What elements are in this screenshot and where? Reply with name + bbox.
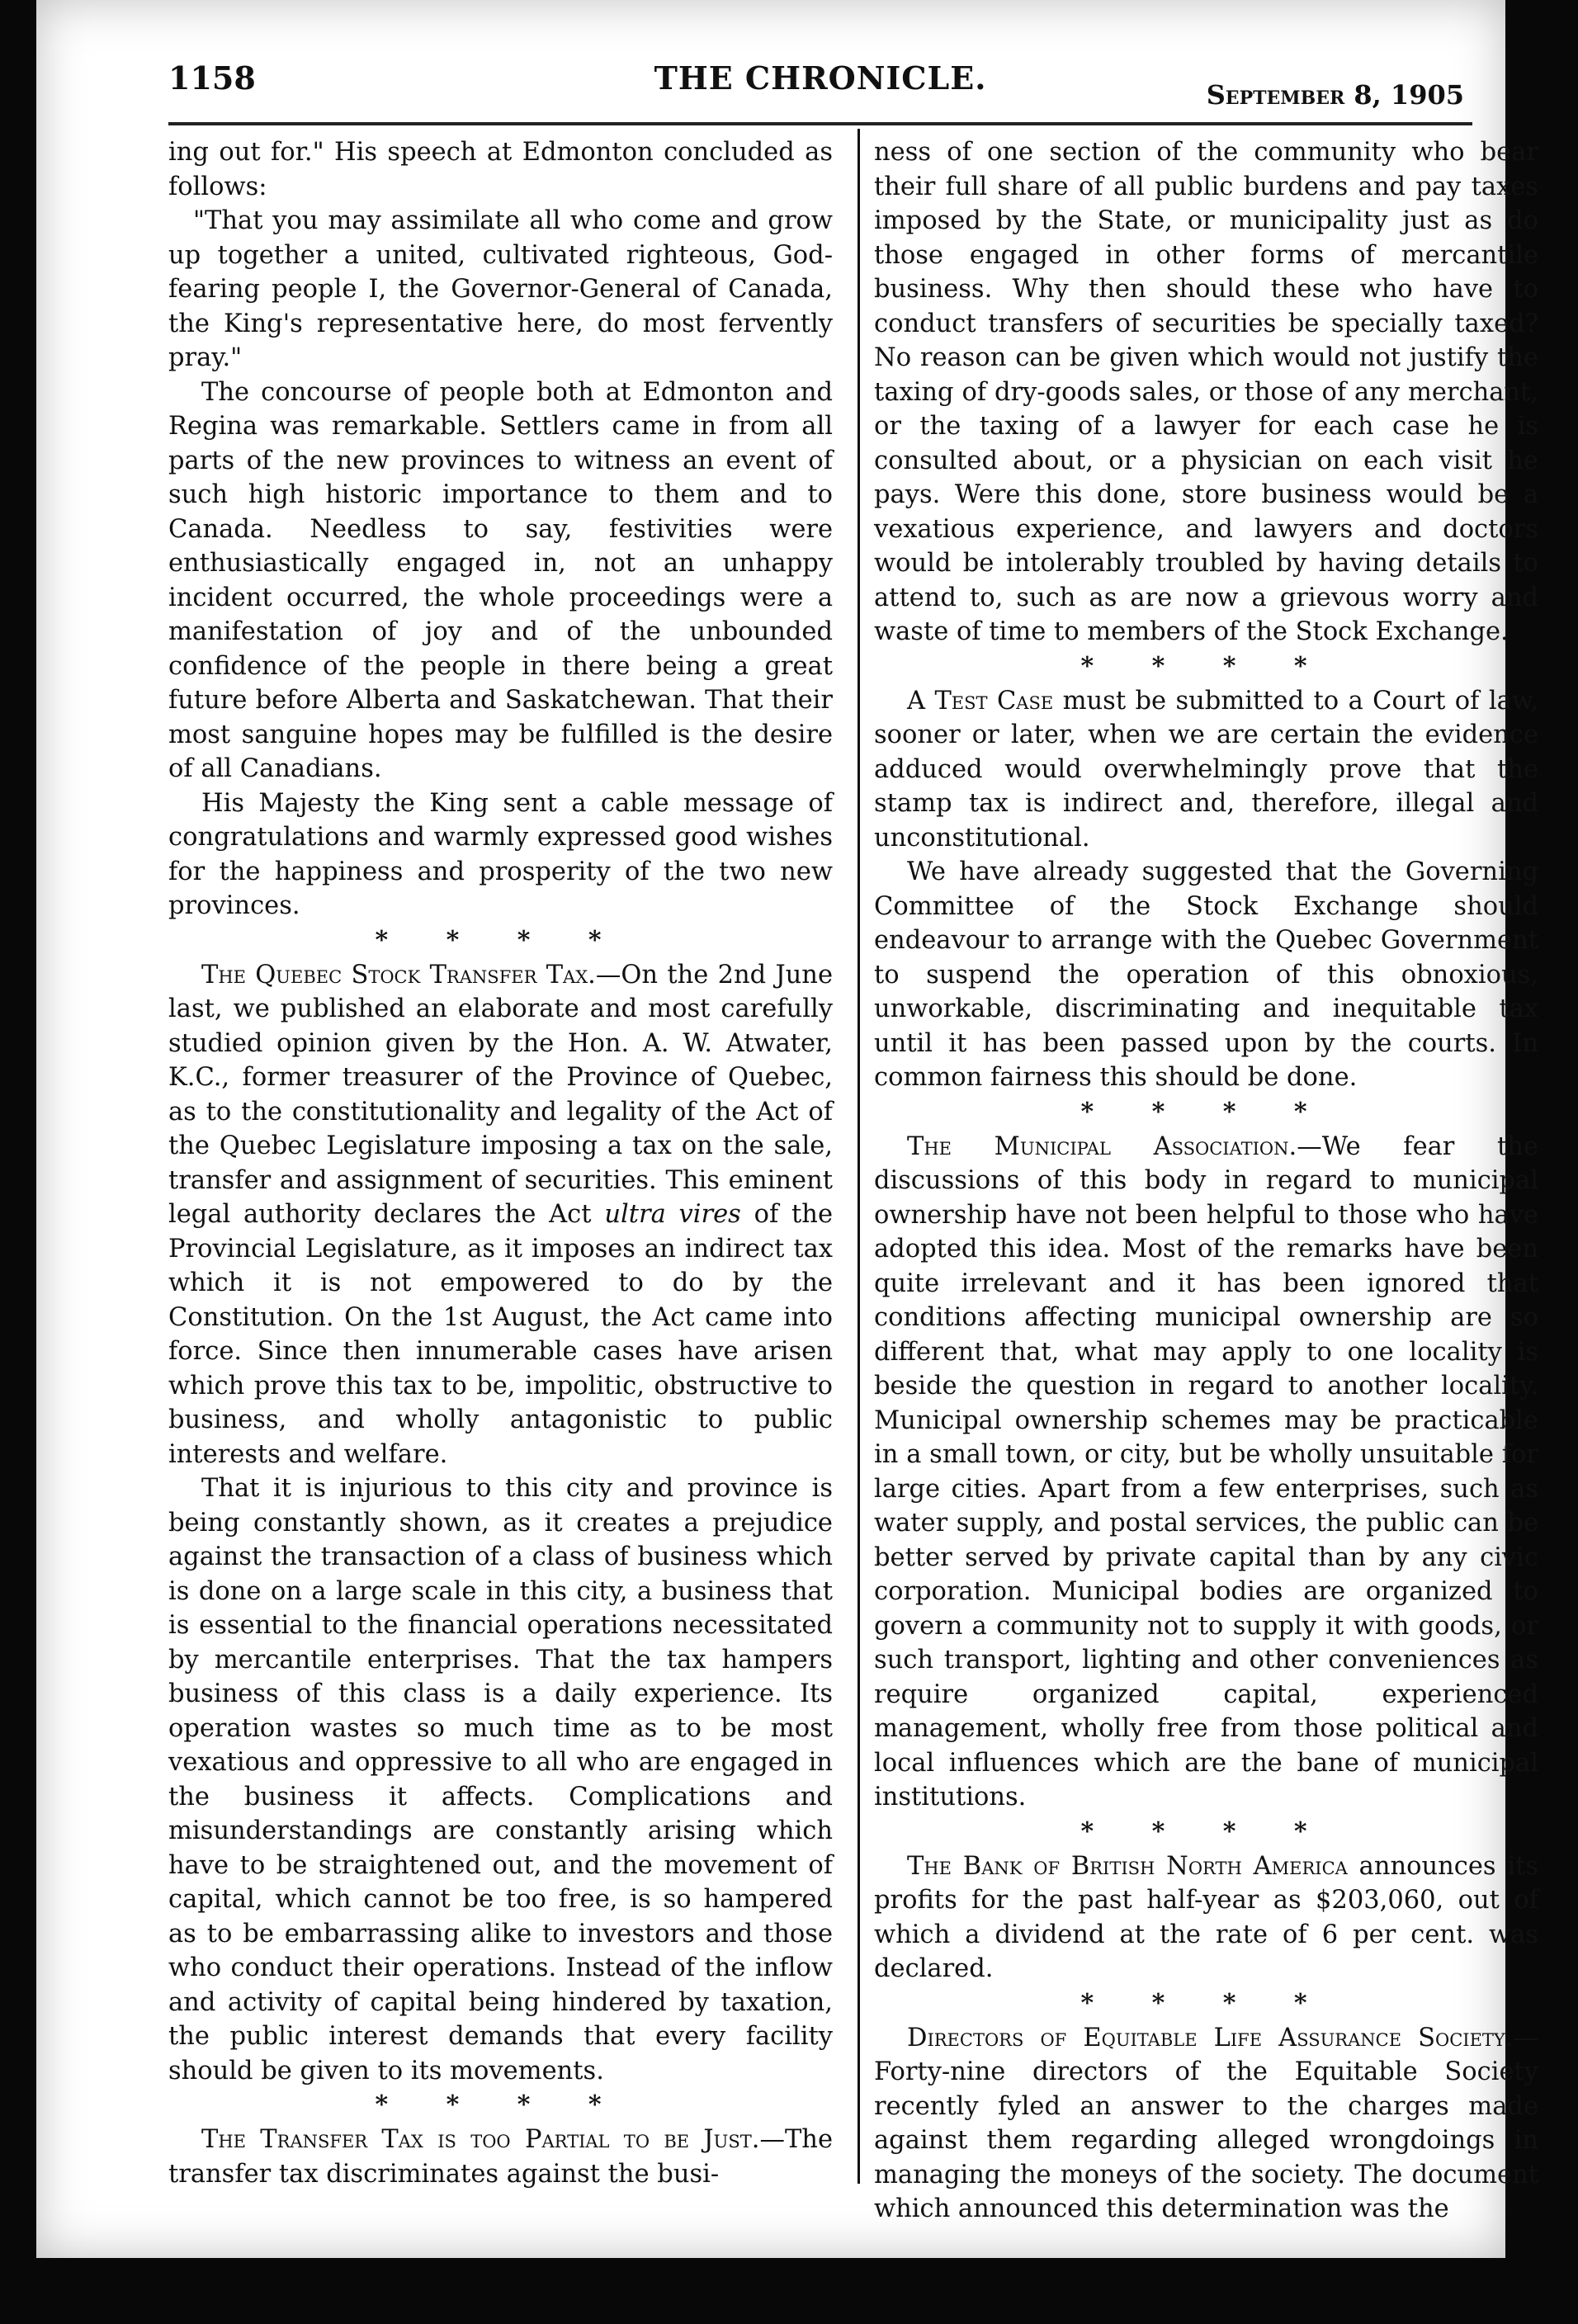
article-heading: Directors of Equitable Life Assurance Society. [907, 2023, 1514, 2052]
article-heading: The Transfer Tax is too Partial to be Just. [201, 2125, 760, 2154]
left-column [168, 135, 833, 2191]
page-number: 1158 [168, 59, 256, 97]
paragraph: We have already suggested that the Governing Committee of the Stock Exchange should endeavour to arrange with the Quebec Government to suspend the operation of this obnoxious, unworkable, discriminating and inequitable tax until it has been passed upon by the courts. In common fairness this should be done. [874, 857, 1538, 1092]
paragraph-text: of the Provincial Legislature, as it imposes an indirect tax which it is not empowered to do by the Constitution. On the 1st August, the Act came into force. Since then innumerable cases have arisen which prove this tax to be, impolitic, obstructive to business, and wholly antagonistic to public interests and welfare. [168, 1200, 833, 1469]
article-heading: The Quebec Stock Transfer Tax. [201, 960, 596, 990]
paragraph-text: —On the 2nd June last, we published an elaborate and most carefully studied opinion given by the Hon. A. W. Atwater, K.C., former treasurer of the Province of Quebec, as to the constitutionality and legality of the Act of the Quebec Legislature imposing a tax on the sale, transfer and assignment of securities. This eminent legal authority declares the Act [168, 960, 834, 1229]
section-separator: * * * * [375, 2090, 626, 2119]
paragraph-text: —Forty-nine directors of the Equitable Society recently fyled an answer to the charges made against them regarding alleged wrongdoings in managing the moneys of the society. The document which announced this determination was the [874, 2023, 1538, 2223]
paragraph-transfer-tax-partial [168, 2123, 833, 2191]
issue-date: September 8, 1905 [1206, 79, 1464, 111]
paragraph-text: announces its profits for the past half-year as $203,060, out of which a dividend at the rate of 6 per cent. was declared. [874, 1851, 1538, 1983]
section-separator: * * * * [375, 925, 626, 955]
paragraph: The concourse of people both at Edmonton and Regina was remarkable. Settlers came in from all parts of the new provinces to witness an event of such high historic importance to them and to Canada. Needless to say, festivities were enthusiastically engaged in, not an unhappy incident occurred, the whole proceedings were a manifestation of joy and of the unbounded confidence of the people in there being a great future before Alberta and Saskatchewan. That their most sanguine hopes may be fulfilled is the desire of all Canadians. [168, 377, 833, 783]
paragraph-text: —The transfer tax discriminates against the busi- [168, 2125, 833, 2189]
quotation: "That you may assimilate all who come and grow up together a united, cultivated righteous, God-fearing people I, the Governor-General of Canada, the King's representative here, do most fervently pray." [168, 206, 833, 372]
paragraph-bank-british-north-america [874, 1849, 1538, 1986]
newspaper-page [36, 0, 1538, 2258]
paragraph: ing out for." His speech at Edmonton concluded as follows: [168, 138, 833, 201]
column-divider [858, 129, 860, 2184]
section-separator: * * * * [1080, 651, 1332, 681]
journal-title: THE CHRONICLE. [654, 59, 987, 97]
section-separator: * * * * [1080, 1816, 1332, 1846]
article-heading: The Municipal Association. [907, 1131, 1297, 1161]
paragraph-equitable-life [874, 2021, 1538, 2227]
section-separator: * * * * [1080, 1097, 1332, 1127]
paragraph-quebec-stock-transfer-tax [168, 958, 833, 1472]
paragraph: His Majesty the King sent a cable message of congratulations and warmly expressed good wishes for the happiness and prosperity of the two new provinces. [168, 788, 833, 920]
paragraph-municipal-association [874, 1130, 1538, 1815]
paragraph-test-case [874, 684, 1538, 856]
italic-term: ultra vires [604, 1200, 741, 1229]
paragraph: That it is injurious to this city and province is being constantly shown, as it creates a prejudice against the transaction of a class of business which is done on a large scale in this city, a business that is essential to the financial operations necessitated by mercantile enterprises. That the tax hampers business of this class is a daily experience. Its operation wastes so much time as to be most vexatious and oppressive to all who are engaged in the business it affects. Complications and misunderstandings are constantly arising which have to be straightened out, and the movement of capital, which cannot be too free, is so hampered as to be embarrassing alike to investors and those who conduct their operations. Instead of the inflow and activity of capital being hindered by taxation, the public interest demands that every facility should be given to its movements. [168, 1474, 833, 2085]
paragraph-text: —We fear the discussions of this body in regard to municipal ownership have not been helpful to those who have adopted this idea. Most of the remarks have been quite irrelevant and it has been ignored that conditions affecting municipal ownership are so different that, what may apply to one locality is beside the question in regard to another locality. Municipal ownership schemes may be practicable in a small town, or city, but be wholly unsuitable for large cities. Apart from a few enterprises, such as water supply, and postal services, the public can be better served by private capital than by any civic corporation. Municipal bodies are organized to govern a community not to supply it with goods, or such transport, lighting and other conveniences as require organized capital, experienced management, wholly free from those political and local influences which are the bane of municipal institutions. [874, 1131, 1538, 1811]
paragraph: ness of one section of the community who bear their full share of all public burdens and pay taxes imposed by the State, or municipality just as do those engaged in other forms of mercantile business. Why then should these who have to conduct transfers of securities be specially taxed? No reason can be given which would not justify the taxing of dry-goods sales, or those of any merchant, or the taxing of a lawyer for each case he is consulted about, or a physician on each visit he pays. Were this done, store business would be a vexatious experience, and lawyers and doctors would be intolerably troubled by having details to attend to, such as are now a grievous worry and waste of time to members of the Stock Exchange. [874, 138, 1538, 646]
article-heading: A Test Case [907, 686, 1054, 716]
header-rule [168, 122, 1472, 125]
article-heading: The Bank of British North America [907, 1851, 1348, 1881]
page-header [168, 59, 1472, 117]
right-column [874, 135, 1538, 2227]
section-separator: * * * * [1080, 1988, 1332, 2018]
paragraph-text: must be submitted to a Court of law, sooner or later, when we are certain the evidence adduced would overwhelmingly prove that the stamp tax is indirect and, therefore, illegal and unconstitutional. [874, 686, 1538, 853]
